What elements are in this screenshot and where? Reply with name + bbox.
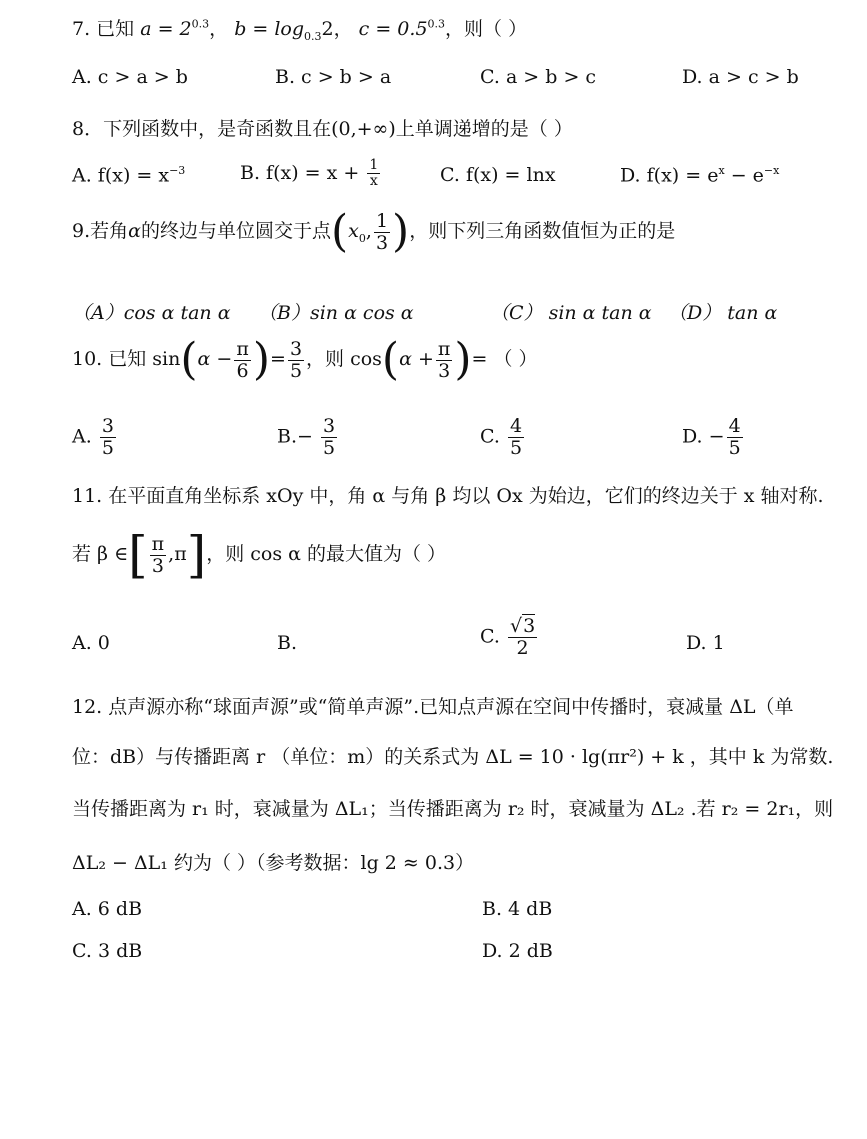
q7-option-c: C. a > b > c [480, 66, 597, 88]
q9-frac-num: 1 [375, 209, 389, 232]
q10-three: 3 [289, 337, 303, 360]
question-11-line2 [72, 526, 447, 584]
q8-d-exp2: −x [763, 164, 780, 177]
q10-paren-r2: ) [454, 334, 472, 385]
q7-option-a: A. c > a > b [72, 66, 188, 88]
q11-bracket-r: ] [186, 526, 207, 584]
q7-suffix: ，则（ ） [445, 18, 528, 40]
q11-bracket-l: [ [128, 526, 148, 584]
q10-five: 5 [289, 359, 303, 382]
q9-suffix: ，则下列三角函数值恒为正的是 [409, 220, 676, 242]
q8-d-exp1: x [718, 164, 725, 177]
q7-b-arg: 2 [321, 18, 334, 40]
q11-c-den: 2 [516, 636, 529, 659]
q8-option-c: C. f(x) = lnx [440, 164, 556, 186]
q11-pi-3 [150, 534, 167, 577]
question-8-stem: 8．下列函数中，是奇函数且在(0,+∞)上单调递增的是（ ） [72, 118, 573, 140]
q10-d-label: D. [682, 425, 703, 448]
q10-mid: ，则 cos [306, 348, 382, 370]
q10-b-sign: − [297, 425, 313, 448]
q10-pi-6 [234, 339, 251, 382]
q11-c-num: √3 [509, 615, 536, 637]
q10-prefix: 10. 已知 sin [72, 348, 181, 370]
question-12-line3: 当传播距离为 r₁ 时，衰减量为 ΔL₁；当传播距离为 r₂ 时，衰减量为 ΔL₂ .若 r₂ = 2r₁，则 [72, 798, 834, 820]
q8-d-text: D. f(x) = e [620, 164, 719, 187]
q9-option-c: （C） sin α tan α [490, 302, 652, 324]
q10-c-den: 5 [509, 436, 523, 459]
q8-option-d [620, 164, 779, 186]
q10-b-label: B. [277, 425, 298, 448]
q9-x0: x [348, 220, 359, 242]
q12-option-d: D. 2 dB [482, 940, 553, 962]
q12-option-b: B. 4 dB [482, 898, 553, 920]
q11-pi: π [151, 532, 165, 555]
q11-option-c [480, 616, 539, 659]
q10-alpha2: α + [399, 348, 434, 370]
q10-option-c [480, 416, 526, 459]
q9-left-paren: ( [331, 206, 349, 257]
question-7-stem: 7. 已知 $a = 2^{0.3}$， $b = \log_{0.3}2$， $c = 0.5^{0.3}$，则（ ） [72, 17, 528, 43]
q9-mid: 的终边与单位圆交于点 [140, 220, 331, 242]
q7-b-base: 0.3 [304, 29, 322, 43]
question-10-stem [72, 334, 538, 385]
q7-prefix: 7. 已知 [72, 18, 135, 40]
q12-option-c: C. 3 dB [72, 940, 143, 962]
q8-b-frac [367, 158, 380, 190]
q10-eq: = [270, 348, 286, 370]
q10-d-frac [727, 416, 743, 459]
q10-option-d [682, 416, 745, 459]
q10-c-frac [508, 416, 524, 459]
q9-frac [374, 211, 390, 254]
q10-c-label: C. [480, 425, 500, 448]
q11-c-radicand: 3 [523, 615, 536, 637]
q10-pi1: π [236, 337, 249, 360]
q10-six: 6 [236, 359, 249, 382]
q10-pi2: π [437, 337, 451, 360]
question-12-line4: ΔL₂ − ΔL₁ 约为（ ）（参考数据：lg 2 ≈ 0.3） [72, 852, 475, 874]
question-9-stem: 9.若角α的终边与单位圆交于点($x_0$, $\frac{1}{3}$ )，则下列三角函数值恒为正的是 [72, 206, 676, 257]
q9-alpha: α [128, 220, 141, 242]
q10-d-den: 5 [728, 436, 741, 459]
q10-b-num: 3 [322, 415, 336, 437]
q8-b-den: x [369, 173, 378, 190]
q10-paren-l2: ( [381, 334, 400, 385]
q9-x0-sub: 0 [358, 231, 366, 245]
q9-option-d: （D） tan α [668, 302, 778, 324]
q10-option-b [277, 416, 339, 459]
question-12-line2: 位：dB）与传播距离 r （单位：m）的关系式为 ΔL = 10 · lg(πr²) + k ，其中 k 为常数. [72, 746, 834, 768]
q8-b-text: B. f(x) = x + [240, 161, 366, 184]
q10-alpha1: α − [197, 348, 233, 370]
q12-option-a: A. 6 dB [72, 898, 143, 920]
q8-option-a [72, 164, 185, 186]
q10-paren-r1: ) [252, 334, 271, 385]
q10-c-num: 4 [509, 415, 523, 437]
q11-c-label: C. [480, 625, 500, 648]
q10-b-frac [321, 416, 337, 459]
q8-b-num: 1 [369, 157, 379, 173]
q7-c-def: c = 0.5 [358, 18, 428, 40]
q11-line2-pre: 若 β ∈ [72, 543, 129, 565]
question-11-line1: 11. 在平面直角坐标系 xOy 中，角 α 与角 β 均以 Ox 为始边，它们的终边关于 x 轴对称. [72, 485, 824, 507]
q7-a-def: a = 2 [140, 18, 192, 40]
q10-a-label: A. [72, 425, 92, 448]
q10-d-num: 4 [728, 415, 741, 437]
q11-line2-post: ，则 cos α 的最大值为（ ） [206, 543, 447, 565]
q11-three: 3 [151, 554, 164, 577]
q8-a-exp: −3 [169, 164, 186, 177]
q10-b-den: 5 [322, 436, 336, 459]
q8-a-text: A. f(x) = x [72, 164, 170, 187]
q9-prefix: 9.若角 [72, 220, 129, 242]
q7-c-exp: 0.3 [427, 17, 446, 31]
q10-a-frac [100, 416, 116, 459]
q10-3-5 [288, 339, 304, 382]
q11-c-frac [508, 616, 537, 659]
q9-frac-den: 3 [375, 231, 389, 254]
q11-pi-end: ,π [168, 543, 187, 565]
q10-d-sign: − [708, 425, 725, 448]
q8-option-b [240, 158, 382, 190]
question-12-line1: 12. 点声源亦称“球面声源”或“简单声源”.已知点声源在空间中传播时，衰减量 ΔL（单 [72, 696, 794, 718]
q10-pi-3 [436, 339, 453, 382]
q7-b-def: b = log [234, 18, 305, 40]
q10-a-num: 3 [101, 415, 114, 437]
q10-paren-l1: ( [180, 334, 198, 385]
q7-option-d: D. a > c > b [682, 66, 799, 88]
q9-option-a: （A）cos α tan α [72, 302, 231, 324]
q10-suffix: = （ ） [471, 348, 538, 370]
q11-option-d: D. 1 [686, 632, 725, 654]
q10-three2: 3 [438, 359, 451, 382]
q10-option-a [72, 416, 118, 459]
q8-d-mid: − e [724, 164, 764, 187]
q9-right-paren: ) [392, 206, 410, 257]
q9-option-b: （B）sin α cos α [258, 302, 414, 324]
q7-a-exp: 0.3 [191, 17, 210, 31]
q11-option-a: A. 0 [72, 632, 110, 654]
q11-option-b: B. [277, 632, 298, 654]
q7-option-b: B. c > b > a [275, 66, 392, 88]
q10-a-den: 5 [101, 436, 114, 459]
